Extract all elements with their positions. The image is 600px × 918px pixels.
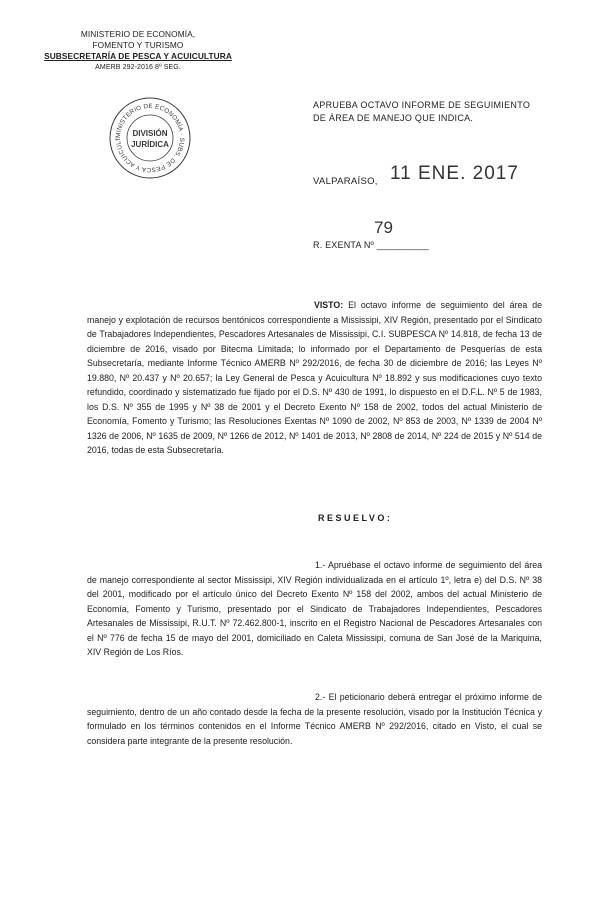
document-subject bbox=[313, 99, 553, 125]
subject-line-1: APRUEBA OCTAVO INFORME DE SEGUIMIENTO bbox=[313, 100, 531, 110]
resuelvo-heading: RESUELVO: bbox=[318, 513, 393, 523]
date-stamp: 11 ENE. 2017 bbox=[390, 163, 519, 184]
subject-line-2: DE ÁREA DE MANEJO QUE INDICA. bbox=[313, 113, 474, 123]
resolution-point-2 bbox=[87, 690, 542, 748]
header-line-3: SUBSECRETARÍA DE PESCA Y ACUICULTURA bbox=[44, 51, 232, 61]
visto-label: VISTO: bbox=[314, 300, 344, 310]
stamp-ring-text: MINISTERIO DE ECONOMÍA · SUBS. DE PESCA Y ACUICULT bbox=[114, 102, 186, 174]
point-1-text: 1.- Apruébase el octavo informe de seguimiento del área de manejo correspondiente al sector Mississipi, XIV Región individualizada en el artículo 1º, letra e) del D.S. Nº 38 del 2001, modificado por el artículo único del Decreto Exento Nº 158 del 2002, ambos del actual Ministerio de Economía, Fomento y Turismo, presentado por el Sindicato de Trabajadores Independientes, Pescadores Artesanales de Mississipi, R.U.T. Nº 72.462.800-1, inscrito en el Registro Nacional de Pescadores Artesanales con el Nº 776 de fecha 15 de mayo del 2001, domiciliado en Caleta Mississipi, comuna de San José de la Mariquina, XIV Región de Los Ríos. bbox=[87, 560, 542, 657]
header-line-2: FOMENTO Y TURISMO bbox=[92, 40, 184, 50]
ministry-header bbox=[38, 29, 238, 73]
stamp-seal-icon bbox=[108, 96, 192, 180]
place-label: VALPARAÍSO, bbox=[313, 176, 378, 187]
stamp-center-line-1: DIVISIÓN bbox=[132, 129, 168, 138]
division-juridica-stamp bbox=[108, 96, 192, 180]
stamp-center-line-2: JURÍDICA bbox=[131, 140, 169, 149]
visto-paragraph bbox=[87, 298, 542, 458]
resolution-label: R. EXENTA Nº __________ bbox=[313, 240, 429, 250]
visto-text: El octavo informe de seguimiento del área de manejo y explotación de recursos bentónicos correspondiente a Mississipi, XIV Región, presentado por el Sindicato de Trabajadores Independientes, Pescadores Artesanales de Mississipi, C.I. SUBPESCA Nº 14.818, de fecha 13 de diciembre de 2016, visado por Bitecma Limitada; lo informado por el Departamento de Pesquerías de esta Subsecretaría, mediante Informe Técnico AMERB Nº 292/2016, de fecha 30 de diciembre de 2016; las Leyes Nº 19.880, Nº 20.437 y Nº 20.657; la Ley General de Pesca y Acuicultura Nº 18.892 y sus modificaciones cuyo texto refundido, coordinado y sistematizado fue fijado por el D.S. Nº 430 de 1991, lo dispuesto en el D.F.L. Nº 5 de 1983, los D.S. Nº 355 de 1995 y Nº 38 de 2001 y el Decreto Exento Nº 158 de 2002, todos del actual Ministerio de Economía, Fomento y Turismo; las Resoluciones Exentas Nº 1090 de 2002, Nº 853 de 2003, Nº 1339 de 2004 Nº 1326 de 2006, Nº 1635 de 2009, Nº 1266 de 2012, Nº 1401 de 2013, Nº 2808 de 2014, Nº 224 de 2015 y Nº 514 de 2016, todas de esta Subsecretaría. bbox=[87, 300, 543, 455]
header-line-4: AMERB 292-2016 8º SEG. bbox=[95, 64, 181, 71]
header-line-1: MINISTERIO DE ECONOMÍA, bbox=[80, 29, 196, 39]
resolution-number: 79 bbox=[374, 218, 393, 237]
point-2-text: 2.- El peticionario deberá entregar el próximo informe de seguimiento, dentro de un año contado desde la fecha de la presente resolución, visado por la Institución Técnica y formulado en los términos contenidos en el Informe Técnico AMERB Nº 292/2016, citado en Visto, el cual se considera parte integrante de la presente resolución. bbox=[87, 692, 542, 746]
resolution-point-1 bbox=[87, 558, 542, 660]
